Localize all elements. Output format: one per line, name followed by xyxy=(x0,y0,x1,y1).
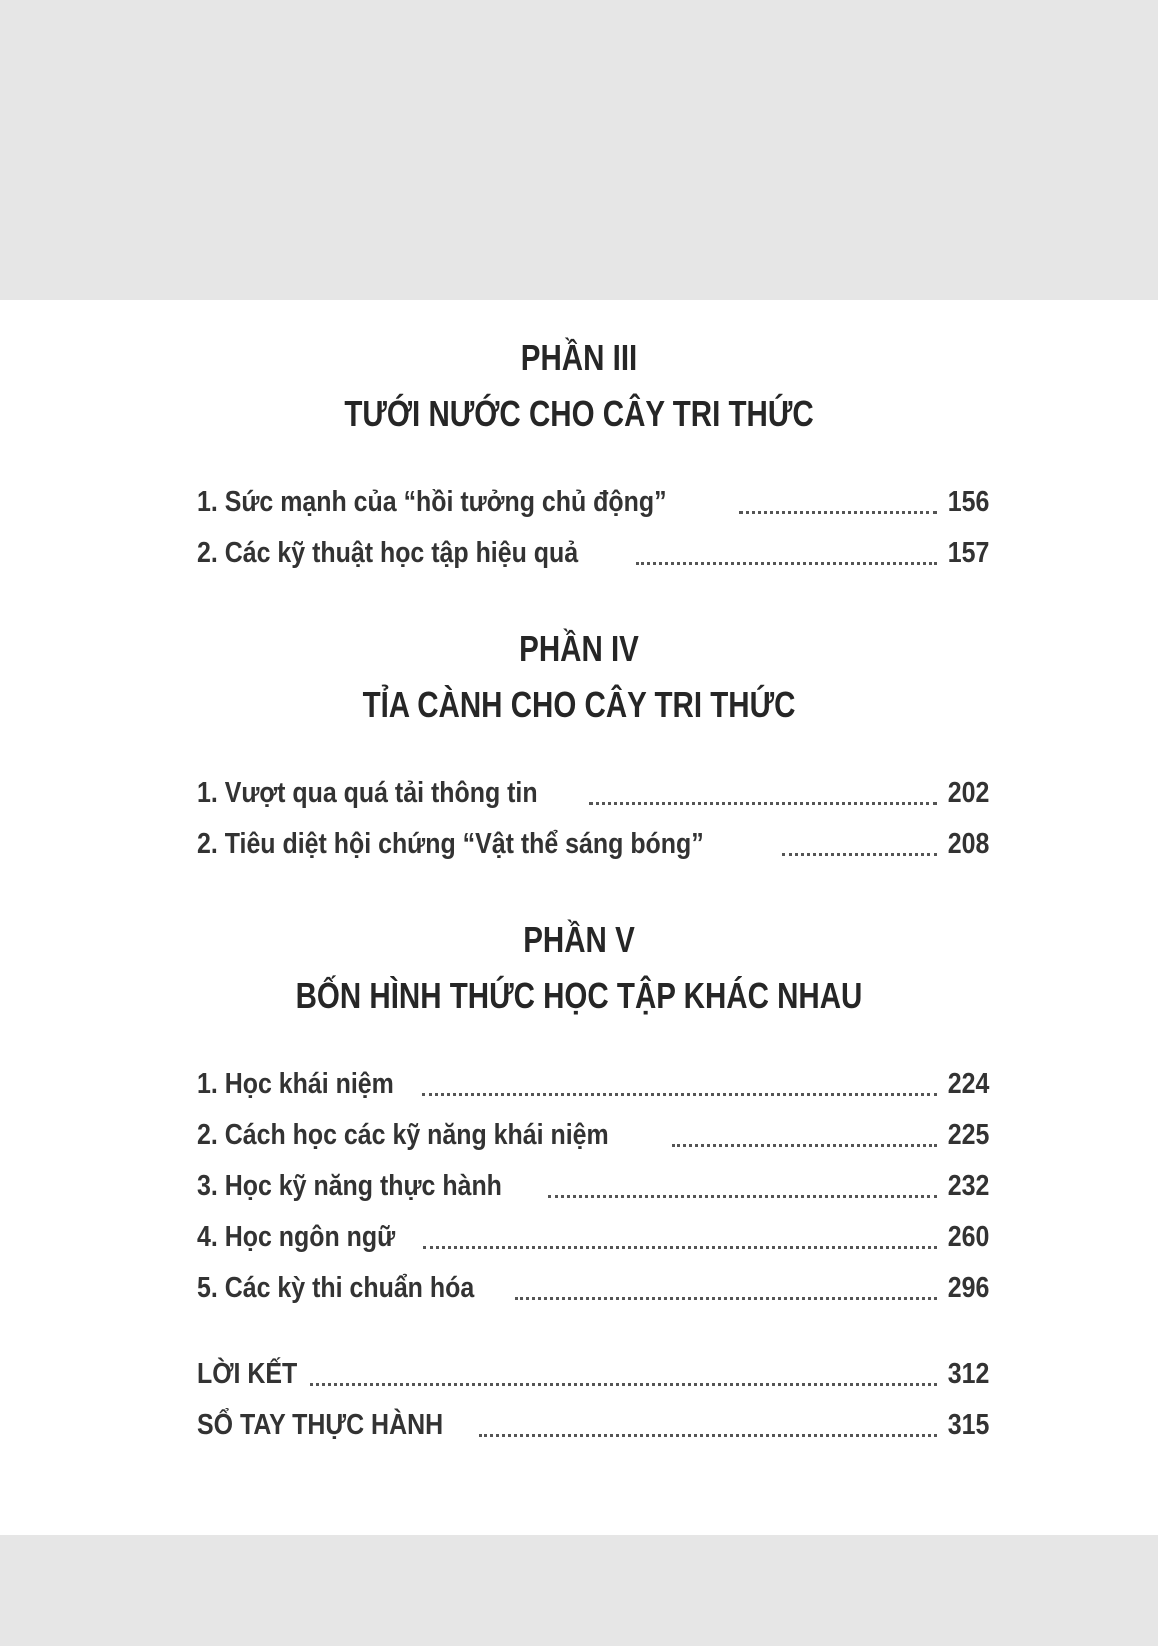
toc-entry-handbook[interactable] xyxy=(197,1409,989,1445)
part-4-title: TỈA CÀNH CHO CÂY TRI THỨC xyxy=(362,684,796,725)
dot-leader xyxy=(515,1297,936,1300)
toc-entry-text: 1. Vượt qua quá tải thông tin xyxy=(197,777,538,809)
toc-entry[interactable] xyxy=(197,537,989,573)
bottom-margin-band xyxy=(0,1535,1158,1646)
toc-entry-page: 260 xyxy=(947,1221,989,1253)
toc-entry-page: 315 xyxy=(947,1409,989,1441)
dot-leader xyxy=(636,562,936,565)
toc-entry-epilogue[interactable] xyxy=(197,1358,989,1394)
toc-entry-page: 156 xyxy=(947,486,989,518)
toc-entry-text: SỔ TAY THỰC HÀNH xyxy=(197,1409,444,1441)
toc-entry-text: 3. Học kỹ năng thực hành xyxy=(197,1170,502,1202)
toc-entry-page: 224 xyxy=(947,1068,989,1100)
toc-entry-text: 2. Tiêu diệt hội chứng “Vật thể sáng bóng” xyxy=(197,828,704,860)
toc-entry[interactable] xyxy=(197,486,989,522)
toc-entry[interactable] xyxy=(197,1221,989,1257)
dot-leader xyxy=(310,1383,937,1386)
dot-leader xyxy=(589,802,937,805)
dot-leader xyxy=(672,1144,937,1147)
toc-entry-text: 1. Học khái niệm xyxy=(197,1068,394,1100)
dot-leader xyxy=(479,1434,936,1437)
toc-entry-text: 2. Cách học các kỹ năng khái niệm xyxy=(197,1119,609,1151)
part-5-label: PHẦN V xyxy=(523,919,635,960)
toc-entry-text: 2. Các kỹ thuật học tập hiệu quả xyxy=(197,537,579,569)
toc-entry-text: 4. Học ngôn ngữ xyxy=(197,1221,396,1253)
toc-entry-page: 296 xyxy=(947,1272,989,1304)
part-3-label: PHẦN III xyxy=(520,337,638,378)
toc-entry[interactable] xyxy=(197,1068,989,1104)
toc-entry[interactable] xyxy=(197,828,989,864)
toc-entry[interactable] xyxy=(197,777,989,813)
part-3-title: TƯỚI NƯỚC CHO CÂY TRI THỨC xyxy=(344,393,814,434)
toc-entry[interactable] xyxy=(197,1170,989,1206)
part-5-title: BỐN HÌNH THỨC HỌC TẬP KHÁC NHAU xyxy=(295,975,863,1016)
toc-entry-page: 232 xyxy=(947,1170,989,1202)
part-4-label: PHẦN IV xyxy=(519,628,639,669)
toc-entry[interactable] xyxy=(197,1119,989,1155)
toc-entry-page: 312 xyxy=(947,1358,989,1390)
dot-leader xyxy=(423,1246,936,1249)
dot-leader xyxy=(782,853,936,856)
toc-entry-text: LỜI KẾT xyxy=(197,1358,298,1390)
dot-leader xyxy=(422,1093,937,1096)
dot-leader xyxy=(739,511,937,514)
toc-entry-page: 225 xyxy=(947,1119,989,1151)
toc-entry[interactable] xyxy=(197,1272,989,1308)
toc-entry-page: 208 xyxy=(947,828,989,860)
toc-entry-page: 157 xyxy=(947,537,989,569)
top-margin-band xyxy=(0,0,1158,300)
toc-entry-text: 1. Sức mạnh của “hồi tưởng chủ động” xyxy=(197,486,667,518)
toc-entry-text: 5. Các kỳ thi chuẩn hóa xyxy=(197,1272,475,1304)
dot-leader xyxy=(548,1195,937,1198)
toc-entry-page: 202 xyxy=(947,777,989,809)
